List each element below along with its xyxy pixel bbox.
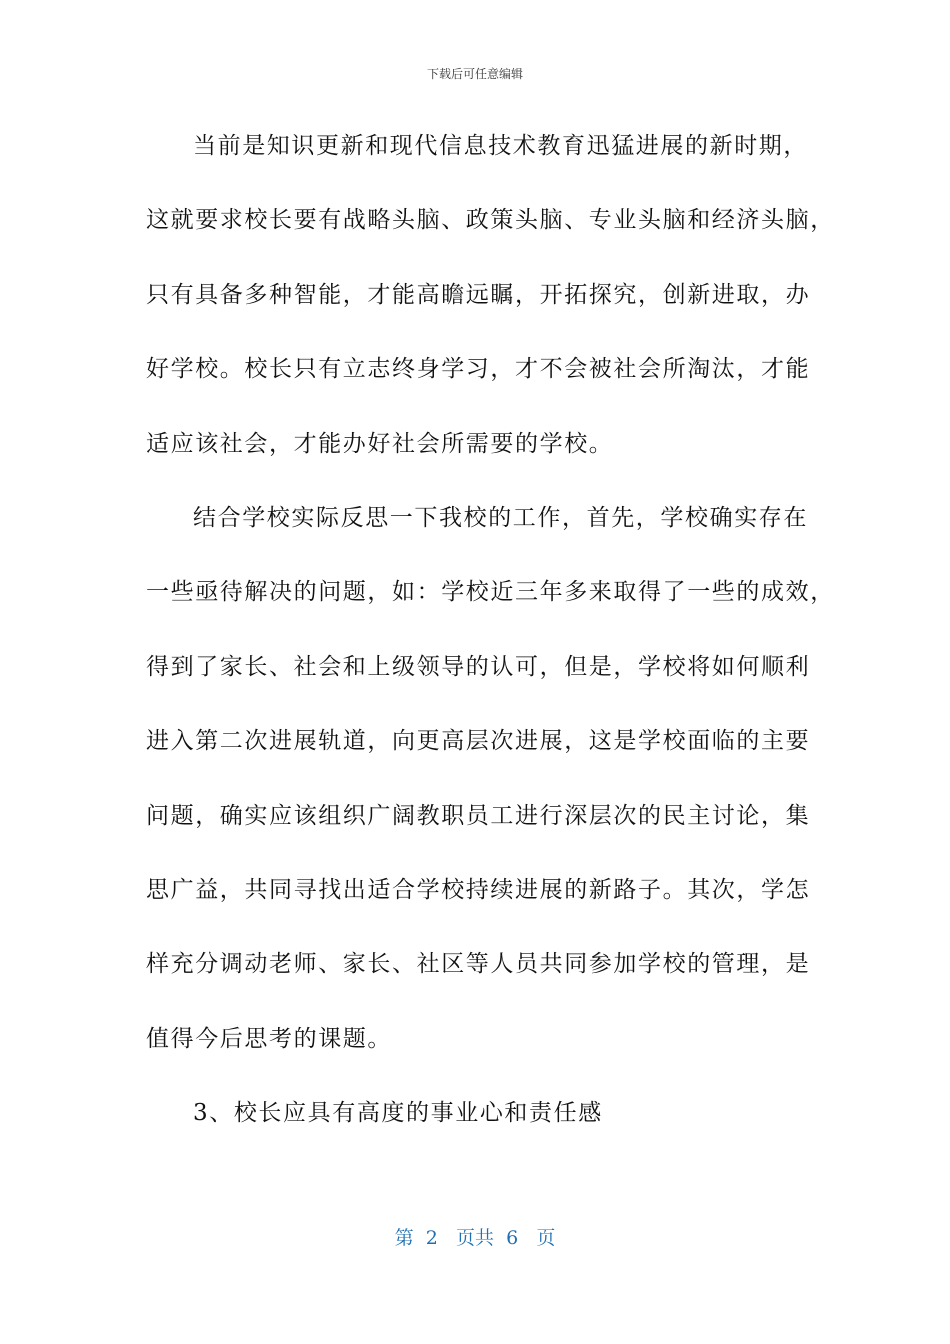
paragraph-2-line-8: 值得今后思考的课题。 — [146, 1025, 392, 1052]
paragraph-1-line-3: 只有具备多种智能，才能高瞻远瞩，开拓探究，创新进取，办 — [146, 281, 811, 308]
paragraph-1-line-5: 适应该社会，才能办好社会所需要的学校。 — [146, 430, 614, 457]
paragraph-1-line-4: 好学校。校长只有立志终身学习，才不会被社会所淘汰，才能 — [146, 356, 811, 383]
paragraph-2-line-3: 得到了家长、社会和上级领导的认可，但是，学校将如何顺利 — [146, 653, 811, 680]
current-page-number: 2 — [425, 1227, 438, 1249]
paragraph-2-line-5: 问题，确实应该组织广阔教职员工进行深层次的民主讨论，集 — [146, 802, 811, 829]
section-heading-3: 3、校长应具有高度的事业心和责任感 — [193, 1100, 603, 1127]
footer-middle: 页共 — [455, 1227, 494, 1249]
page-header-note: 下载后可任意编辑 — [426, 67, 523, 81]
paragraph-2-line-6: 思广益，共同寻找出适合学校持续进展的新路子。其次，学怎 — [146, 876, 811, 903]
footer-prefix: 第 — [394, 1227, 414, 1249]
paragraph-2-line-7: 样充分调动老师、家长、社区等人员共同参加学校的管理，是 — [146, 951, 811, 978]
total-pages-number: 6 — [506, 1227, 519, 1249]
paragraph-1-line-2: 这就要求校长要有战略头脑、政策头脑、专业头脑和经济头脑， — [146, 207, 835, 234]
paragraph-2-line-2: 一些亟待解决的问题，如：学校近三年多来取得了一些的成效， — [146, 579, 835, 606]
page-number-footer — [0, 1224, 950, 1252]
paragraph-2-line-1: 结合学校实际反思一下我校的工作，首先，学校确实存在 — [193, 504, 808, 531]
paragraph-1-line-1: 当前是知识更新和现代信息技术教育迅猛进展的新时期， — [193, 133, 808, 159]
paragraph-2-line-4: 进入第二次进展轨道，向更高层次进展，这是学校面临的主要 — [146, 728, 811, 755]
document-body — [146, 116, 835, 1157]
footer-suffix: 页 — [536, 1227, 556, 1249]
